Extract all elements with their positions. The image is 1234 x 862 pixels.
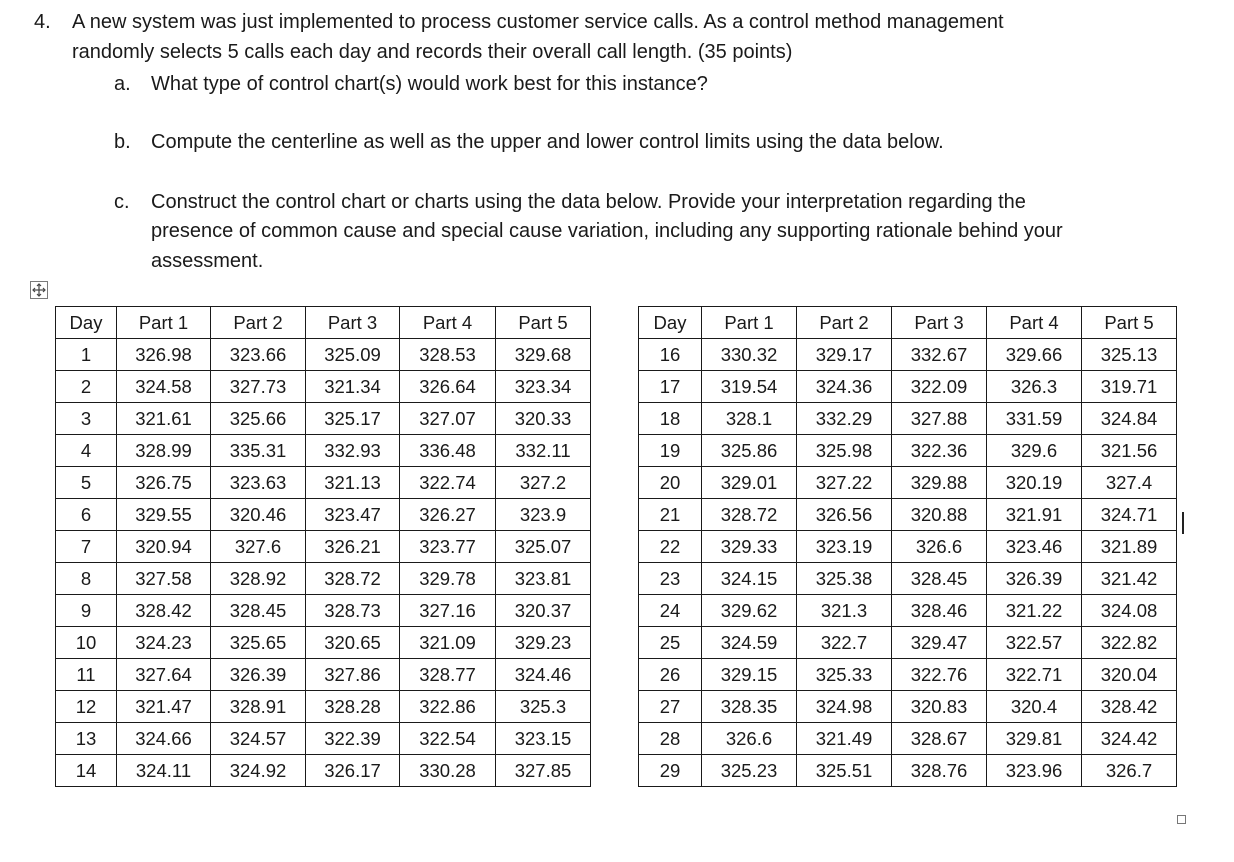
- measurement-cell: 330.32: [702, 339, 797, 371]
- measurement-cell: 326.17: [306, 755, 400, 787]
- day-cell: 1: [56, 339, 117, 371]
- measurement-cell: 320.65: [306, 627, 400, 659]
- measurement-cell: 320.19: [987, 467, 1082, 499]
- measurement-cell: 329.55: [117, 499, 211, 531]
- measurement-cell: 321.3: [797, 595, 892, 627]
- measurement-cell: 321.91: [987, 499, 1082, 531]
- measurement-cell: 329.88: [892, 467, 987, 499]
- measurement-cell: 324.71: [1082, 499, 1177, 531]
- measurement-cell: 328.28: [306, 691, 400, 723]
- measurement-cell: 321.89: [1082, 531, 1177, 563]
- measurement-cell: 320.88: [892, 499, 987, 531]
- measurement-cell: 323.63: [211, 467, 306, 499]
- measurement-cell: 322.57: [987, 627, 1082, 659]
- part-c-text-line-2: presence of common cause and special cause variation, including any supporting rationale behind your: [151, 220, 1063, 242]
- measurement-cell: 320.83: [892, 691, 987, 723]
- header-cell: Part 3: [892, 307, 987, 339]
- part-c-text-line-3: assessment.: [151, 250, 264, 272]
- day-cell: 23: [639, 563, 702, 595]
- measurement-cell: 325.3: [496, 691, 591, 723]
- measurement-cell: 325.66: [211, 403, 306, 435]
- measurement-cell: 331.59: [987, 403, 1082, 435]
- measurement-cell: 325.33: [797, 659, 892, 691]
- table-row: [639, 595, 1177, 627]
- measurement-cell: 322.82: [1082, 627, 1177, 659]
- measurement-cell: 328.99: [117, 435, 211, 467]
- header-cell: Day: [639, 307, 702, 339]
- table-row: [56, 755, 591, 787]
- measurement-cell: 323.19: [797, 531, 892, 563]
- day-cell: 18: [639, 403, 702, 435]
- measurement-cell: 324.84: [1082, 403, 1177, 435]
- measurement-cell: 328.72: [702, 499, 797, 531]
- measurement-cell: 329.17: [797, 339, 892, 371]
- measurement-cell: 330.28: [400, 755, 496, 787]
- day-cell: 27: [639, 691, 702, 723]
- part-a-text: What type of control chart(s) would work best for this instance?: [151, 73, 708, 95]
- measurement-cell: 322.09: [892, 371, 987, 403]
- table-row: [56, 627, 591, 659]
- data-table-days-16-29: [638, 306, 1177, 787]
- day-cell: 21: [639, 499, 702, 531]
- measurement-cell: 321.49: [797, 723, 892, 755]
- measurement-cell: 323.9: [496, 499, 591, 531]
- measurement-cell: 321.61: [117, 403, 211, 435]
- day-cell: 28: [639, 723, 702, 755]
- measurement-cell: 328.42: [1082, 691, 1177, 723]
- day-cell: 2: [56, 371, 117, 403]
- header-cell: Part 4: [400, 307, 496, 339]
- day-cell: 14: [56, 755, 117, 787]
- part-b-label: b.: [114, 131, 131, 153]
- measurement-cell: 324.66: [117, 723, 211, 755]
- measurement-cell: 322.54: [400, 723, 496, 755]
- table-row: [56, 691, 591, 723]
- measurement-cell: 326.21: [306, 531, 400, 563]
- measurement-cell: 325.38: [797, 563, 892, 595]
- table-row: [56, 723, 591, 755]
- measurement-cell: 324.15: [702, 563, 797, 595]
- day-cell: 19: [639, 435, 702, 467]
- measurement-cell: 329.78: [400, 563, 496, 595]
- day-cell: 5: [56, 467, 117, 499]
- measurement-cell: 336.48: [400, 435, 496, 467]
- measurement-cell: 323.47: [306, 499, 400, 531]
- measurement-cell: 322.36: [892, 435, 987, 467]
- table-row: [639, 467, 1177, 499]
- measurement-cell: 325.51: [797, 755, 892, 787]
- measurement-cell: 326.6: [702, 723, 797, 755]
- day-cell: 6: [56, 499, 117, 531]
- measurement-cell: 329.66: [987, 339, 1082, 371]
- measurement-cell: 327.86: [306, 659, 400, 691]
- table-row: [56, 499, 591, 531]
- table-resize-handle-icon[interactable]: [1177, 815, 1186, 824]
- table-row: [56, 339, 591, 371]
- header-cell: Day: [56, 307, 117, 339]
- measurement-cell: 325.86: [702, 435, 797, 467]
- measurement-cell: 327.58: [117, 563, 211, 595]
- measurement-cell: 323.77: [400, 531, 496, 563]
- measurement-cell: 327.22: [797, 467, 892, 499]
- day-cell: 20: [639, 467, 702, 499]
- table-row: [56, 563, 591, 595]
- measurement-cell: 321.22: [987, 595, 1082, 627]
- table-row: [639, 755, 1177, 787]
- measurement-cell: 323.81: [496, 563, 591, 595]
- measurement-cell: 324.23: [117, 627, 211, 659]
- measurement-cell: 329.62: [702, 595, 797, 627]
- day-cell: 26: [639, 659, 702, 691]
- day-cell: 4: [56, 435, 117, 467]
- measurement-cell: 326.39: [987, 563, 1082, 595]
- measurement-cell: 328.72: [306, 563, 400, 595]
- measurement-cell: 328.42: [117, 595, 211, 627]
- question-text-line-1: A new system was just implemented to process customer service calls. As a control method management: [72, 11, 1004, 33]
- measurement-cell: 329.15: [702, 659, 797, 691]
- measurement-cell: 329.47: [892, 627, 987, 659]
- measurement-cell: 328.77: [400, 659, 496, 691]
- measurement-cell: 324.42: [1082, 723, 1177, 755]
- measurement-cell: 321.47: [117, 691, 211, 723]
- measurement-cell: 324.36: [797, 371, 892, 403]
- measurement-cell: 320.46: [211, 499, 306, 531]
- measurement-cell: 332.93: [306, 435, 400, 467]
- measurement-cell: 327.73: [211, 371, 306, 403]
- measurement-cell: 322.86: [400, 691, 496, 723]
- table-row: [639, 659, 1177, 691]
- measurement-cell: 320.04: [1082, 659, 1177, 691]
- measurement-cell: 327.64: [117, 659, 211, 691]
- measurement-cell: 332.11: [496, 435, 591, 467]
- measurement-cell: 324.57: [211, 723, 306, 755]
- measurement-cell: 323.46: [987, 531, 1082, 563]
- header-cell: Part 5: [496, 307, 591, 339]
- measurement-cell: 324.11: [117, 755, 211, 787]
- day-cell: 8: [56, 563, 117, 595]
- day-cell: 3: [56, 403, 117, 435]
- measurement-cell: 326.27: [400, 499, 496, 531]
- measurement-cell: 335.31: [211, 435, 306, 467]
- measurement-cell: 328.45: [211, 595, 306, 627]
- header-cell: Part 4: [987, 307, 1082, 339]
- measurement-cell: 326.56: [797, 499, 892, 531]
- measurement-cell: 328.1: [702, 403, 797, 435]
- measurement-cell: 324.46: [496, 659, 591, 691]
- measurement-cell: 326.98: [117, 339, 211, 371]
- day-cell: 16: [639, 339, 702, 371]
- table-row: [639, 499, 1177, 531]
- table-row: [639, 339, 1177, 371]
- data-table-days-1-14: [55, 306, 591, 787]
- measurement-cell: 324.08: [1082, 595, 1177, 627]
- measurement-cell: 323.15: [496, 723, 591, 755]
- table-row: [56, 531, 591, 563]
- table-row: [56, 467, 591, 499]
- table-move-handle-icon[interactable]: [30, 281, 48, 299]
- table-header-row: [639, 307, 1177, 339]
- measurement-cell: 323.96: [987, 755, 1082, 787]
- measurement-cell: 329.23: [496, 627, 591, 659]
- table-row: [639, 691, 1177, 723]
- table-row: [639, 723, 1177, 755]
- measurement-cell: 325.13: [1082, 339, 1177, 371]
- day-cell: 17: [639, 371, 702, 403]
- measurement-cell: 329.68: [496, 339, 591, 371]
- measurement-cell: 323.66: [211, 339, 306, 371]
- measurement-cell: 325.98: [797, 435, 892, 467]
- measurement-cell: 329.33: [702, 531, 797, 563]
- day-cell: 29: [639, 755, 702, 787]
- measurement-cell: 327.88: [892, 403, 987, 435]
- measurement-cell: 324.59: [702, 627, 797, 659]
- measurement-cell: 323.34: [496, 371, 591, 403]
- measurement-cell: 326.39: [211, 659, 306, 691]
- measurement-cell: 321.42: [1082, 563, 1177, 595]
- day-cell: 12: [56, 691, 117, 723]
- day-cell: 11: [56, 659, 117, 691]
- day-cell: 13: [56, 723, 117, 755]
- measurement-cell: 327.07: [400, 403, 496, 435]
- table-row: [56, 435, 591, 467]
- measurement-cell: 325.23: [702, 755, 797, 787]
- measurement-cell: 321.09: [400, 627, 496, 659]
- measurement-cell: 326.7: [1082, 755, 1177, 787]
- table-row: [56, 371, 591, 403]
- measurement-cell: 324.58: [117, 371, 211, 403]
- measurement-cell: 321.56: [1082, 435, 1177, 467]
- day-cell: 7: [56, 531, 117, 563]
- measurement-cell: 324.98: [797, 691, 892, 723]
- table-row: [639, 371, 1177, 403]
- header-cell: Part 5: [1082, 307, 1177, 339]
- text-cursor: [1182, 512, 1184, 534]
- table-row: [56, 403, 591, 435]
- measurement-cell: 327.4: [1082, 467, 1177, 499]
- measurement-cell: 332.67: [892, 339, 987, 371]
- day-cell: 25: [639, 627, 702, 659]
- part-a-label: a.: [114, 73, 131, 95]
- measurement-cell: 319.54: [702, 371, 797, 403]
- measurement-cell: 325.65: [211, 627, 306, 659]
- measurement-cell: 321.34: [306, 371, 400, 403]
- measurement-cell: 326.64: [400, 371, 496, 403]
- measurement-cell: 328.53: [400, 339, 496, 371]
- measurement-cell: 325.09: [306, 339, 400, 371]
- day-cell: 9: [56, 595, 117, 627]
- measurement-cell: 328.35: [702, 691, 797, 723]
- part-c-text-line-1: Construct the control chart or charts using the data below. Provide your interpretation regarding the: [151, 191, 1026, 213]
- header-cell: Part 2: [797, 307, 892, 339]
- question-number: 4.: [34, 11, 51, 33]
- table-row: [639, 531, 1177, 563]
- measurement-cell: 327.2: [496, 467, 591, 499]
- measurement-cell: 325.17: [306, 403, 400, 435]
- table-row: [639, 435, 1177, 467]
- measurement-cell: 329.81: [987, 723, 1082, 755]
- measurement-cell: 326.6: [892, 531, 987, 563]
- measurement-cell: 322.76: [892, 659, 987, 691]
- measurement-cell: 327.85: [496, 755, 591, 787]
- table-row: [56, 595, 591, 627]
- measurement-cell: 324.92: [211, 755, 306, 787]
- measurement-cell: 326.3: [987, 371, 1082, 403]
- table-row: [639, 627, 1177, 659]
- measurement-cell: 328.67: [892, 723, 987, 755]
- measurement-cell: 320.4: [987, 691, 1082, 723]
- measurement-cell: 328.76: [892, 755, 987, 787]
- part-b-text: Compute the centerline as well as the upper and lower control limits using the data below.: [151, 131, 944, 153]
- measurement-cell: 322.71: [987, 659, 1082, 691]
- part-c-label: c.: [114, 191, 130, 213]
- measurement-cell: 320.94: [117, 531, 211, 563]
- day-cell: 10: [56, 627, 117, 659]
- measurement-cell: 328.45: [892, 563, 987, 595]
- measurement-cell: 321.13: [306, 467, 400, 499]
- measurement-cell: 322.7: [797, 627, 892, 659]
- measurement-cell: 326.75: [117, 467, 211, 499]
- measurement-cell: 332.29: [797, 403, 892, 435]
- measurement-cell: 328.73: [306, 595, 400, 627]
- header-cell: Part 1: [702, 307, 797, 339]
- measurement-cell: 328.46: [892, 595, 987, 627]
- question-text-line-2: randomly selects 5 calls each day and records their overall call length. (35 points): [72, 41, 793, 63]
- measurement-cell: 329.01: [702, 467, 797, 499]
- table-row: [639, 563, 1177, 595]
- table-row: [639, 403, 1177, 435]
- measurement-cell: 327.16: [400, 595, 496, 627]
- measurement-cell: 320.37: [496, 595, 591, 627]
- measurement-cell: 319.71: [1082, 371, 1177, 403]
- measurement-cell: 327.6: [211, 531, 306, 563]
- day-cell: 24: [639, 595, 702, 627]
- measurement-cell: 322.74: [400, 467, 496, 499]
- table-row: [56, 659, 591, 691]
- table-header-row: [56, 307, 591, 339]
- measurement-cell: 328.91: [211, 691, 306, 723]
- header-cell: Part 3: [306, 307, 400, 339]
- measurement-cell: 328.92: [211, 563, 306, 595]
- measurement-cell: 322.39: [306, 723, 400, 755]
- measurement-cell: 325.07: [496, 531, 591, 563]
- header-cell: Part 2: [211, 307, 306, 339]
- measurement-cell: 329.6: [987, 435, 1082, 467]
- day-cell: 22: [639, 531, 702, 563]
- measurement-cell: 320.33: [496, 403, 591, 435]
- header-cell: Part 1: [117, 307, 211, 339]
